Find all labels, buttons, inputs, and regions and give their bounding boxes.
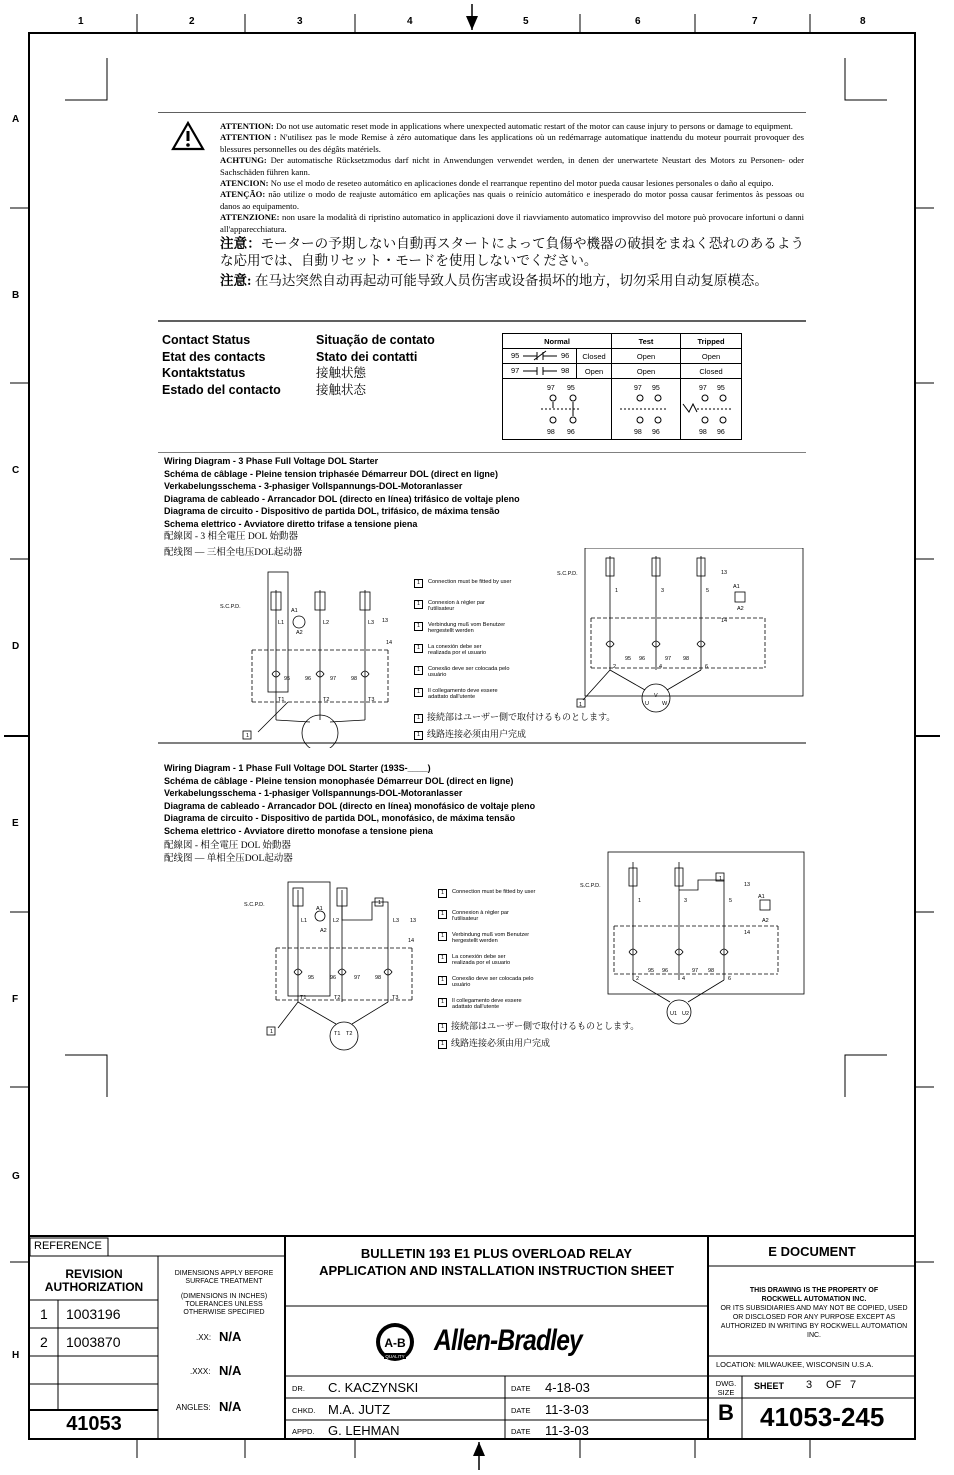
note-es: 1 La conexión debe ser realizada por el usuario: [428, 644, 500, 657]
contact-status-en: Contact Status: [162, 333, 251, 347]
sheet-label: SHEET: [754, 1381, 785, 1391]
label-97-1p: 97: [354, 975, 361, 981]
note-de-1p: 1 Verbindung muß vom Benutzer hergestellt werden: [452, 932, 542, 945]
label-95-1p: 95: [308, 975, 315, 981]
wiring1-title-en: Wiring Diagram - 1 Phase Full Voltage DOL Starter (193S-____): [164, 763, 431, 773]
zone-col-5: 5: [523, 16, 529, 27]
label-1-r: 1: [615, 588, 619, 594]
ab-logo-icon: [375, 1322, 415, 1364]
dwg-size-label: DWG. SIZE: [715, 1379, 737, 1397]
note-it-1p: 1 Il collegamento deve essere adattato dall'utente: [452, 998, 542, 1011]
attention-es: No use el modo de reseteo automático en aplicaciones donde el rearranque repentino del motor pueda causar lesiones personales o daño al equipo.: [270, 178, 774, 189]
label-14-1p: 14: [408, 938, 415, 944]
dimension-note: DIMENSIONS APPLY BEFORE SURFACE TREATMENT: [174, 1270, 274, 1285]
zone-col-2: 2: [189, 16, 195, 27]
property-notice-2: OR ITS SUBSIDIARIES AND MAY NOT BE COPIED, USED OR DISCLOSED FOR ANY PURPOSE EXCEPT AS AUTHORIZED IN WRITING BY ROCKWELL AUTOMATION INC.: [720, 1305, 908, 1339]
note-zh-1p: 1 线路连接必须由用户完成: [438, 1036, 550, 1049]
attention-it: non usare la modalità di ripristino automatico in applicazioni dove il riavviamento automatico improvviso del motore può provocare infortuni o danni all'apparecchiatura.: [220, 212, 804, 234]
note-pt: 1 Conexão deve ser colocada pelo usuário: [428, 666, 518, 679]
label-95-r: 95: [625, 656, 632, 662]
label-v: V: [654, 693, 658, 699]
label-t1-1p: T1: [300, 995, 307, 1001]
svg-text:96: 96: [717, 429, 725, 436]
of-label: OF: [826, 1379, 842, 1391]
drawing-number: 41053-245: [760, 1402, 885, 1432]
document-title-line1: BULLETIN 193 E1 PLUS OVERLOAD RELAY: [360, 1246, 633, 1261]
document-title-line2: APPLICATION AND INSTALLATION INSTRUCTION SHEET: [319, 1263, 674, 1278]
test-97-98: Open: [612, 364, 681, 379]
col-normal: Normal: [503, 334, 612, 349]
normal-95-96: Closed: [577, 349, 612, 364]
revision-2-code: 1003870: [66, 1334, 121, 1350]
label-note-1-1p: 1: [270, 1029, 274, 1035]
wiring1-title-it: Schema elettrico - Avviatore diretto monofase a tensione piena: [164, 825, 433, 836]
note-de: 1 Verbindung muß vom Benutzer hergestellt werden: [428, 622, 518, 635]
label-note-1-1p-b: 1: [378, 900, 382, 906]
xx-value: N/A: [219, 1329, 242, 1344]
wiring3-title-fr: Schéma de câblage - Pleine tension triphasée Démarreur DOL (direct en ligne): [164, 468, 498, 479]
appd-label: APPD.: [292, 1427, 315, 1436]
attention-pt-label: ATENÇÃO:: [220, 189, 266, 200]
note-box: 1: [438, 889, 447, 898]
ab-logo-quality: QUALITY: [385, 1354, 405, 1359]
wiring1-title-es: Diagrama de cableado - Arrancador DOL (directo en línea) monofásico de voltaje pleno: [164, 800, 536, 811]
note-ja-1p: 1 接続部はユーザー側で取付けるものとします。: [438, 1019, 639, 1032]
label-1-1pr: 1: [638, 898, 642, 904]
label-13: 13: [382, 618, 389, 624]
note-pt-1p: 1 Conexão deve ser colocada pelo usuário: [452, 976, 542, 989]
test-95-96: Open: [612, 349, 681, 364]
svg-text:95: 95: [652, 385, 660, 392]
tolerance-note: (DIMENSIONS IN INCHES) TOLERANCES UNLESS OTHERWISE SPECIFIED: [180, 1293, 268, 1316]
label-13-1pr: 13: [744, 882, 751, 888]
date-label-3: DATE: [511, 1427, 531, 1436]
motor-t2: T2: [346, 1031, 353, 1037]
note-en: 1 Connection must be fitted by user: [428, 579, 511, 585]
note-box: 1: [438, 954, 447, 963]
date-label-2: DATE: [511, 1406, 531, 1415]
motor-u2: U2: [682, 1011, 690, 1017]
angles-label: ANGLES:: [176, 1403, 211, 1412]
label-note-1-r: 1: [579, 702, 583, 708]
ab-logo-text: A-B: [384, 1336, 406, 1350]
zone-row-c: C: [12, 465, 20, 476]
attention-ja: モーターの予期しない自動再スタートによって負傷や機器の破損をまねく恐れのあるような応用では、自動リセット・モードを使用しないでください。: [220, 236, 804, 269]
attention-de-label: ACHTUNG:: [220, 155, 267, 166]
note-box: 1: [438, 1023, 447, 1032]
dr-label: DR.: [292, 1384, 305, 1393]
approved-date: 11-3-03: [545, 1423, 589, 1438]
label-97-r: 97: [665, 656, 672, 662]
label-6-r: 6: [705, 664, 709, 670]
zone-row-g: G: [12, 1171, 20, 1182]
attention-en-label: ATTENTION:: [220, 121, 274, 131]
attention-zh: 在马达突然自动再起动可能导致人员伤害或设备损坏的地方，切勿采用自动复原模态。: [254, 273, 768, 289]
revision-1-code: 1003196: [66, 1306, 121, 1322]
svg-text:97: 97: [699, 385, 707, 392]
label-a1-1p: A1: [316, 906, 323, 912]
location: LOCATION: MILWAUKEE, WISCONSIN U.S.A.: [716, 1360, 874, 1369]
e-document: E DOCUMENT: [768, 1244, 856, 1259]
label-13-r: 13: [721, 570, 728, 576]
wiring1-title-pt: Diagrama de circuito - Dispositivo de partida DOL, monofásico, de máxima tensão: [164, 813, 516, 824]
label-l2: L2: [323, 620, 330, 626]
label-l2-1p: L2: [333, 918, 340, 924]
contact-status-pt: Situação de contato: [316, 333, 435, 347]
note-box: 1: [438, 998, 447, 1007]
zone-row-e: E: [12, 818, 19, 829]
label-98-1pr: 98: [708, 968, 715, 974]
label-t3: T3: [368, 697, 375, 703]
date-label-1: DATE: [511, 1384, 531, 1393]
note-box: 1: [414, 731, 423, 740]
attention-de: Der automatische Rücksetzmodus darf nicht in Anwendungen verwendet werden, in denen der unerwartete Neustart des Motors zu Personen- oder Sachschäden führen kann.: [220, 155, 804, 177]
zone-row-a: A: [12, 114, 20, 125]
label-95-1pr: 95: [648, 968, 655, 974]
label-98: 98: [351, 676, 358, 682]
xx-label: .XX:: [196, 1333, 212, 1342]
zone-col-6: 6: [635, 16, 641, 27]
svg-text:98: 98: [634, 429, 642, 436]
zone-row-b: B: [12, 290, 20, 301]
note-box: 1: [438, 976, 447, 985]
label-6-1pr: 6: [728, 976, 732, 982]
note-it: 1 Il collegamento deve essere adattato dall'utente: [428, 688, 518, 701]
note-box: 1: [414, 714, 423, 723]
doc-number: 41053: [66, 1413, 122, 1435]
zone-row-f: F: [12, 994, 19, 1005]
wiring3-title-es: Diagrama de cableado - Arrancador DOL (directo en línea) trifásico de voltaje pleno: [164, 493, 520, 504]
label-scpd-r: S.C.P.D.: [557, 571, 578, 577]
wiring1-title-zh: 配线图 — 单相全压DOL起动器: [164, 854, 293, 864]
svg-text:97: 97: [634, 385, 642, 392]
zone-col-7: 7: [752, 16, 758, 27]
note-box: 1: [414, 579, 423, 588]
label-a2: A2: [296, 630, 303, 636]
xxx-label: .XXX:: [190, 1367, 211, 1376]
label-96-1p: 96: [330, 975, 337, 981]
col-tripped: Tripped: [681, 334, 742, 349]
reference-label: REFERENCE: [34, 1240, 102, 1252]
label-t1: T1: [278, 697, 285, 703]
zone-col-3: 3: [297, 16, 303, 27]
wiring1-title-ja: 配線図 - 相全電圧 DOL 始動器: [164, 841, 291, 851]
note-es-1p: 1 La conexión debe ser realizada por el usuario: [452, 954, 524, 967]
attention-zh-label: 注意:: [220, 273, 252, 289]
label-a2-1p: A2: [320, 928, 327, 934]
tripped-95-96: Open: [681, 349, 742, 364]
note-box: 1: [414, 688, 423, 697]
attention-es-label: ATENCION:: [220, 178, 269, 189]
wiring3-title-pt: Diagrama de circuito - Dispositivo de partida DOL, trifásico, de máxima tensão: [164, 506, 500, 517]
wiring3-title-it: Schema elettrico - Avviatore diretto trifase a tensione piena: [164, 518, 418, 529]
revision-2-num: 2: [40, 1334, 48, 1350]
label-96: 96: [305, 676, 312, 682]
note-box: 1: [438, 910, 447, 919]
wiring3-title-zh: 配线图 — 三相全电压DOL起动器: [164, 548, 303, 558]
svg-text:96: 96: [567, 429, 575, 436]
label-a2-r: A2: [737, 606, 744, 612]
zone-row-h: H: [12, 1350, 20, 1361]
term-97: 97: [511, 366, 520, 375]
term-95: 95: [511, 351, 520, 360]
label-95: 95: [284, 676, 291, 682]
label-13-1p: 13: [410, 918, 417, 924]
label-14-1pr: 14: [744, 930, 751, 936]
label-14: 14: [386, 640, 393, 646]
zone-col-1: 1: [78, 16, 84, 27]
note-box: 1: [438, 1040, 447, 1049]
xxx-value: N/A: [219, 1363, 242, 1378]
approved-by: G. LEHMAN: [328, 1423, 400, 1438]
svg-text:98: 98: [699, 429, 707, 436]
attention-fr: N'utilisez pas le mode Remise à zéro automatique dans les applications où un redémarrage automatique inattendu du moteur pourrait provoquer des blessures personnelles ou des dégâts matériels.: [220, 132, 805, 154]
term-96: 96: [561, 351, 570, 360]
motor-t1: T1: [334, 1031, 341, 1037]
label-2-1pr: 2: [636, 976, 640, 982]
note-ja: 1 接続部はユーザー側で取付けるものとします。: [414, 710, 615, 723]
label-w: W: [662, 701, 668, 707]
svg-text:96: 96: [652, 429, 660, 436]
motor-u1: U1: [670, 1011, 678, 1017]
contact-status-it: Stato dei contatti: [316, 349, 418, 364]
chkd-label: CHKD.: [292, 1406, 316, 1415]
label-l3: L3: [368, 620, 375, 626]
label-97: 97: [330, 676, 337, 682]
label-l3-1p: L3: [393, 918, 400, 924]
wiring1-title-de: Verkabelungsschema - 1-phasiger Vollspannungs-DOL-Motoranlasser: [164, 788, 463, 799]
label-t2-1p: T2: [334, 995, 341, 1001]
dwg-size: B: [718, 1400, 734, 1425]
label-98-r: 98: [683, 656, 690, 662]
wiring1-title-fr: Schéma de câblage - Pleine tension monophasée Démarreur DOL (direct en ligne): [164, 775, 514, 786]
wiring3-title-en: Wiring Diagram - 3 Phase Full Voltage DOL Starter: [164, 456, 379, 466]
svg-text:95: 95: [567, 385, 575, 392]
contact-status-de: Kontaktstatus: [162, 366, 246, 380]
svg-text:95: 95: [717, 385, 725, 392]
wiring3-title-de: Verkabelungsschema - 3-phasiger Vollspannungs-DOL-Motoranlasser: [164, 481, 463, 492]
label-l1-1p: L1: [301, 918, 308, 924]
wiring3-title-ja: 配線図 - 3 相全電圧 DOL 始動器: [164, 532, 298, 542]
label-97-1pr: 97: [692, 968, 699, 974]
attention-it-label: ATTENZIONE:: [220, 212, 280, 223]
label-t2: T2: [323, 697, 330, 703]
label-3-r: 3: [661, 588, 665, 594]
label-98-1p: 98: [375, 975, 382, 981]
note-box: 1: [414, 600, 423, 609]
label-5-r: 5: [706, 588, 710, 594]
zone-col-8: 8: [860, 16, 866, 27]
brand-name: Allen-Bradley: [434, 1324, 582, 1357]
label-scpd-1p: S.C.P.D.: [244, 902, 265, 908]
angles-value: N/A: [219, 1399, 242, 1414]
contact-status-es: Estado del contacto: [162, 382, 281, 397]
svg-text:97: 97: [547, 385, 555, 392]
label-96-1pr: 96: [662, 968, 669, 974]
svg-text:98: 98: [547, 429, 555, 436]
label-14-r: 14: [721, 618, 728, 624]
zone-col-4: 4: [407, 16, 413, 27]
attention-fr-label: ATTENTION :: [220, 132, 277, 143]
note-box: 1: [414, 622, 423, 631]
label-t3-1p: T3: [392, 995, 399, 1001]
label-a1-r: A1: [733, 584, 740, 590]
note-box: 1: [414, 644, 423, 653]
label-scpd: S.C.P.D.: [220, 604, 241, 610]
label-u: U: [645, 701, 649, 707]
label-a1: A1: [291, 608, 298, 614]
label-note-1: 1: [246, 733, 250, 739]
col-test: Test: [612, 334, 681, 349]
label-5-1pr: 5: [729, 898, 733, 904]
label-note-1-1pr: 1: [719, 876, 723, 882]
term-98: 98: [561, 366, 570, 375]
note-zh: 1 线路连接必须由用户完成: [414, 727, 526, 740]
label-scpd-1pr: S.C.P.D.: [580, 883, 601, 889]
note-en-1p: 1 Connection must be fitted by user: [452, 889, 535, 895]
drawn-by: C. KACZYNSKI: [328, 1380, 419, 1395]
contact-status-zh: 接触状态: [316, 382, 367, 397]
checked-date: 11-3-03: [545, 1402, 589, 1417]
label-a2-1pr: A2: [762, 918, 769, 924]
label-2-r: 2: [613, 664, 617, 670]
note-box: 1: [414, 666, 423, 675]
note-fr: 1 Connexion à régler par l'utilisateur: [428, 600, 500, 613]
document-title: [285, 1245, 708, 1279]
label-3-1pr: 3: [684, 898, 688, 904]
attention-ja-label: 注意：: [220, 236, 261, 252]
tripped-97-98: Closed: [681, 364, 742, 379]
label-4-1pr: 4: [682, 976, 686, 982]
normal-97-98: Open: [577, 364, 612, 379]
attention-pt: não utilize o modo de reajuste automático em aplicações nas quais o reinício automático e inesperado do motor possa causar ferimentos às pessoas ou danos ao equipamento.: [220, 189, 804, 211]
contact-status-fr: Etat des contacts: [162, 349, 266, 364]
label-l1: L1: [278, 620, 285, 626]
revision-authorization: REVISION AUTHORIZATION: [44, 1267, 144, 1294]
sheet-total: 7: [850, 1379, 857, 1391]
label-96-r: 96: [639, 656, 646, 662]
note-box: 1: [438, 932, 447, 941]
label-4-r: 4: [659, 664, 663, 670]
drawn-date: 4-18-03: [545, 1380, 590, 1395]
zone-row-d: D: [12, 641, 20, 652]
revision-1-num: 1: [40, 1306, 48, 1322]
property-notice: THIS DRAWING IS THE PROPERTY OF ROCKWELL AUTOMATION INC.: [749, 1287, 879, 1303]
contact-status-ja: 接触状態: [316, 366, 367, 380]
sheet-number: 3: [806, 1379, 813, 1391]
attention-en: Do not use automatic reset mode in applications where unexpected automatic restart of the motor can cause injury to persons or damage to equipment.: [275, 121, 793, 131]
label-a1-1pr: A1: [758, 894, 765, 900]
checked-by: M.A. JUTZ: [328, 1402, 391, 1417]
note-fr-1p: 1 Connexion à régler par l'utilisateur: [452, 910, 524, 923]
